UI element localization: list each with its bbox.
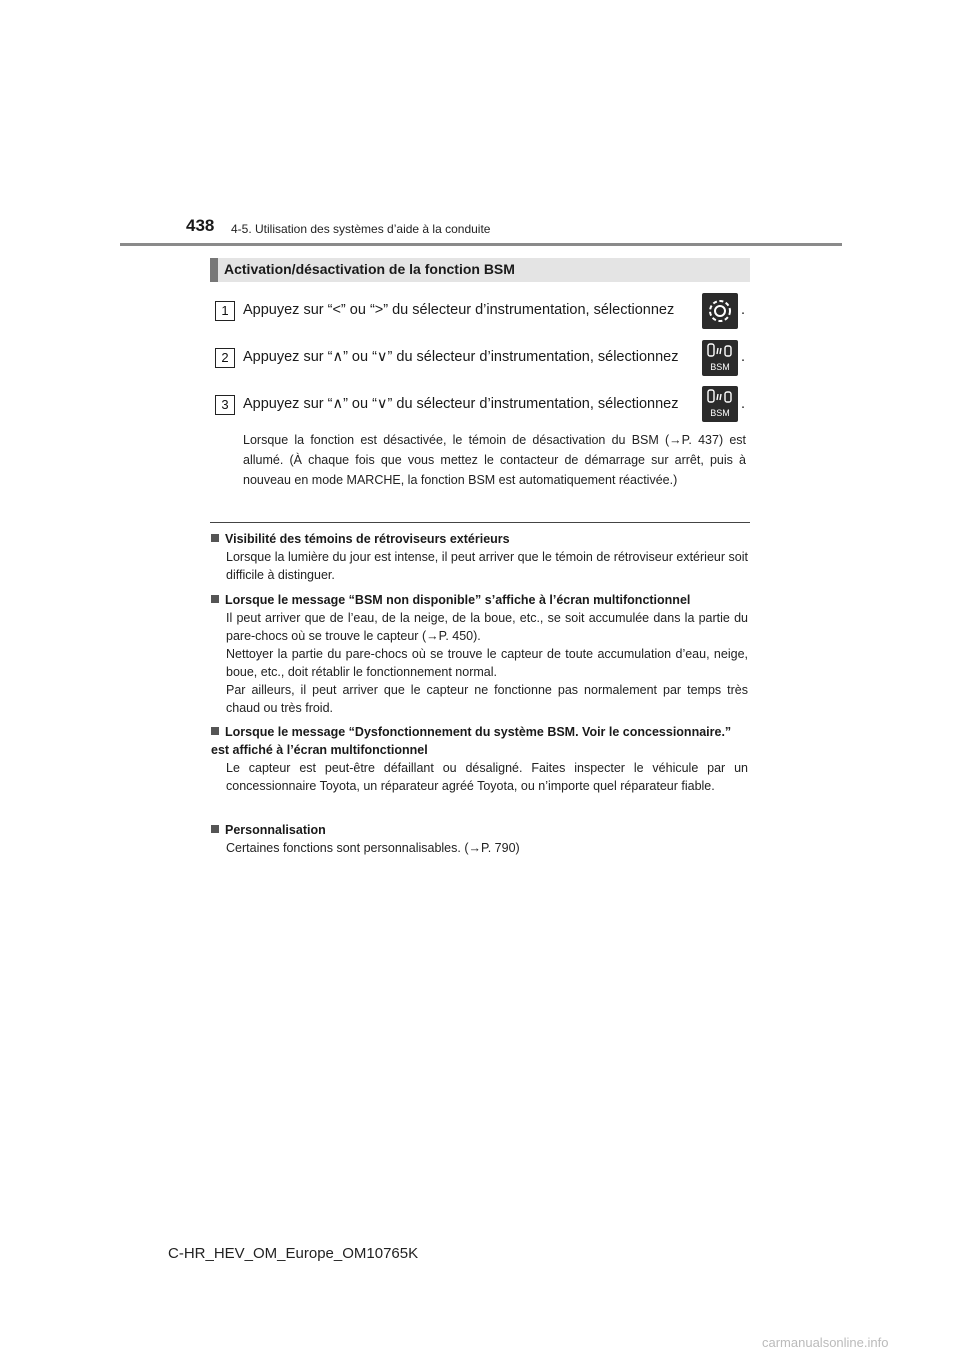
info-item	[211, 723, 748, 795]
bullet-square-icon	[211, 595, 219, 603]
step-number-2: 2	[215, 348, 235, 368]
bsm-icon-label: BSM	[710, 408, 730, 418]
info-item-title: Lorsque le message “BSM non disponible” s’affiche à l’écran multifonctionnel	[211, 591, 748, 609]
info-item-body: Certaines fonctions sont personnalisables. (→P. 790)	[226, 841, 520, 855]
chapter-header: 4-5. Utilisation des systèmes d’aide à la conduite	[231, 222, 491, 236]
step-text-3: Appuyez sur “∧” ou “∨” du sélecteur d’instrumentation, sélectionnez	[243, 396, 679, 412]
info-item-title: Personnalisation	[211, 821, 748, 839]
settings-gear-icon	[702, 293, 738, 329]
watermark: carmanualsonline.info	[762, 1335, 889, 1350]
step-end-2: .	[741, 349, 746, 365]
info-item-body: Lorsque la lumière du jour est intense, il peut arriver que le témoin de rétroviseur extérieur soit difficile à distinguer.	[226, 550, 748, 582]
section-divider	[210, 522, 750, 523]
step-end-3: .	[741, 396, 746, 412]
info-item-body: Le capteur est peut-être défaillant ou désaligné. Faites inspecter le véhicule par un concessionnaire Toyota, un réparateur agréé Toyota, ou n’importe quel réparateur fiable.	[226, 761, 748, 793]
bsm-icon-label: BSM	[710, 362, 730, 372]
step-text-2: Appuyez sur “∧” ou “∨” du sélecteur d’instrumentation, sélectionnez	[243, 349, 679, 365]
section-title-accent	[210, 258, 218, 282]
bullet-square-icon	[211, 825, 219, 833]
step-number-1: 1	[215, 301, 235, 321]
header-rule	[120, 243, 842, 246]
info-item	[211, 591, 748, 717]
info-item-title: Lorsque le message “Dysfonctionnement du système BSM. Voir le concessionnaire.” est affiché à l’écran multifonctionnel	[211, 725, 732, 757]
section-title-bar	[210, 258, 750, 282]
deactivation-note: Lorsque la fonction est désactivée, le témoin de désactivation du BSM (→P. 437) est allumé. (À chaque fois que vous mettez le contacteur de démarrage sur arrêt, puis à nouveau en mode MARCHE, la fonction BSM est automatiquement réactivée.)	[243, 433, 746, 487]
bsm-icon	[702, 340, 738, 376]
info-item	[211, 530, 748, 584]
info-item-title: Visibilité des témoins de rétroviseurs extérieurs	[211, 530, 748, 548]
step-text-1: Appuyez sur “<” ou “>” du sélecteur d’instrumentation, sélectionnez	[243, 302, 675, 318]
footer-document-code: C-HR_HEV_OM_Europe_OM10765K	[168, 1245, 419, 1262]
bsm-icon	[702, 386, 738, 422]
info-item-body: Il peut arriver que de l’eau, de la neige, de la boue, etc., se soit accumulée dans la partie du pare-chocs où se trouve le capteur (→P. 450). Nettoyer la partie du pare-chocs où se trouve le capteur de toute accumulation d’eau, neige, boue, etc., doit rétablir le fonctionnement normal. Par ailleurs, il peut arriver que le capteur ne fonctionne pas normalement par temps très chaud ou très froid.	[226, 611, 748, 715]
info-item	[211, 821, 748, 857]
bullet-square-icon	[211, 727, 219, 735]
bullet-square-icon	[211, 534, 219, 542]
step-number-3: 3	[215, 395, 235, 415]
step-end-1: .	[741, 302, 746, 318]
page-number: 438	[186, 216, 215, 235]
section-title: Activation/désactivation de la fonction BSM	[224, 261, 515, 277]
